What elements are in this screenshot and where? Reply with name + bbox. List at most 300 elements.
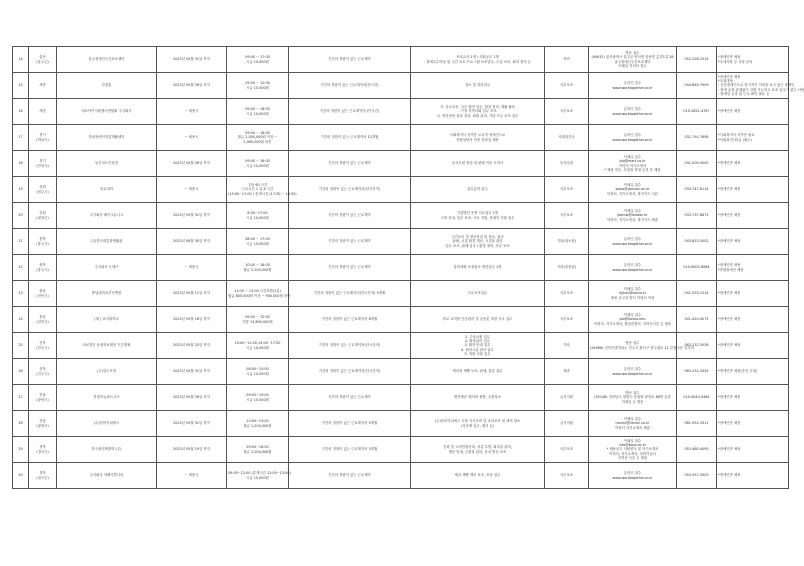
row-number-cell: 29 — [13, 437, 29, 463]
contract-type-cell: 기간의 정함이 있는 근로계약서(단시간직) — [289, 177, 411, 203]
region-line: (천안시) — [36, 293, 49, 298]
job-duty-cell — [411, 359, 545, 385]
region-line: (칠곡군) — [36, 475, 49, 480]
region-line: 충북 — [39, 237, 46, 242]
period-line: 2023년 06월 30일 까지 — [173, 239, 210, 244]
work-hours-line: 시급 10,000원 — [246, 111, 269, 116]
region-line: (경산시) — [36, 449, 49, 454]
period-cell — [157, 151, 227, 177]
job-category-cell: 사회복지사 — [545, 125, 589, 151]
work-hours-line: 2,060,000원 미만 — [243, 139, 272, 144]
apply-method-cell — [589, 359, 677, 385]
note-cell — [717, 73, 804, 99]
org-name-cell: 한국폴리텍대학 (주) — [57, 437, 157, 463]
work-hours-line: 월급 1,200,000원 — [243, 423, 272, 428]
org-name-cell: 울주장애인주간보호센터 — [57, 47, 157, 73]
note-line: - 장애인 등록 및 근로 확인 필요 등 — [718, 91, 770, 96]
note-line: *모집대상 — [718, 79, 733, 84]
job-duty-line: 동사무원 영업 내 판매 이동 고객사 — [451, 161, 504, 166]
job-duty-cell — [411, 125, 545, 151]
apply-method-line: 이력서, 자기소개서, 경력기술서 — [609, 451, 656, 456]
contract-type-cell: 기간의 정함이 있는 근로계약서 (단시간) — [289, 99, 411, 125]
job-duty-line: 판매, 시설 환경 개선, 시설물 관리 — [452, 239, 503, 244]
table-row — [13, 463, 789, 489]
region-cell — [29, 437, 57, 463]
apply-method-line: (55148) 전라남도 광양시 동광양 광양로 88번 본관 — [594, 395, 671, 400]
note-line: *장애인만 채용 — [718, 395, 741, 400]
contact-phone-cell: 031-791-7606 — [677, 125, 717, 151]
row-number-cell: 22 — [13, 255, 29, 281]
note-line: *장애인만 채용 — [718, 213, 741, 218]
period-cell — [157, 307, 227, 333]
org-name-cell: 동부마트안성점 — [57, 151, 157, 177]
job-category-cell: 사무보조 — [545, 177, 589, 203]
work-hours-line: 시급 10,000원 — [246, 241, 269, 246]
period-line: 2023년 05월 31일 까지 — [173, 57, 210, 62]
job-duty-line: 나. 방문상담 결과 정리, 회원 관리, 기타 사무 보조 업무 — [436, 113, 519, 118]
job-duty-line: 5. 직원 지원 업무 — [464, 351, 491, 356]
period-cell — [157, 73, 227, 99]
contract-type-cell: 기간의 정함이 있는 근로계약 — [289, 385, 411, 411]
job-duty-cell — [411, 411, 545, 437]
row-number-cell: 27 — [13, 385, 29, 411]
work-hours-line: 08:00~15:00 — [246, 367, 269, 372]
row-number-cell: 30 — [13, 463, 29, 489]
table-row — [13, 255, 789, 281]
note-line: *장애인만 채용(중증 우대) — [718, 369, 758, 374]
contact-phone-cell: 033-737-8873 — [677, 203, 717, 229]
apply-method-cell — [589, 203, 677, 229]
job-duty-line: 업무 보조, 판매 업무 / 환경 정비, 사무 보조 — [445, 243, 510, 248]
org-name-cell: (주)밀도브릴 — [57, 359, 157, 385]
job-duty-line: 종합상담사 직종 상담업 채용 — [456, 137, 499, 142]
note-cell — [717, 307, 789, 333]
apply-method-line: jobmw@leadon.kr — [617, 213, 648, 218]
org-name-cell: 파로대학 — [57, 177, 157, 203]
job-category-cell: 사무보조 — [545, 307, 589, 333]
row-number-cell: 19 — [13, 177, 29, 203]
note-cell — [717, 229, 789, 255]
job-duty-line: (식자재 입고, 배식 등) — [460, 423, 495, 428]
work-hours-cell — [227, 307, 289, 333]
apply-method-cell — [589, 411, 677, 437]
row-number-cell: 25 — [13, 333, 29, 359]
work-hours-cell — [227, 411, 289, 437]
table-row — [13, 359, 789, 385]
contact-phone-cell: 041-420-4075 — [677, 307, 717, 333]
apply-method-line: hjjhos@korea.kr — [618, 291, 647, 296]
period-cell — [157, 359, 227, 385]
region-line: 울산 — [39, 55, 46, 60]
apply-method-line: (54966) 전북특별자치도 전주시 완산구 한두평로 11 본원 2층 인사과 — [590, 345, 694, 350]
apply-method-cell — [589, 307, 677, 333]
apply-method-line: hanmi@hanmi.co.kr — [615, 421, 650, 426]
contract-type-cell: 기간의 정함이 있는 근로계약서(단시간) — [289, 73, 411, 99]
apply-method-line: 온라인 접수 — [623, 367, 642, 372]
job-category-cell: 사무보조 — [545, 73, 589, 99]
work-hours-line: 09:00 ~ 12:00 — [245, 315, 270, 320]
note-line: *장애인만 채용 — [718, 74, 741, 79]
apply-method-cell — [589, 281, 677, 307]
work-hours-cell — [227, 359, 289, 385]
table-row — [13, 281, 789, 307]
job-duty-line: 사회복지사 자격증 보유자 장애인으로 — [449, 133, 506, 138]
period-line: 2023년 05월 19일 까지 — [173, 447, 210, 452]
note-cell — [717, 177, 789, 203]
note-line: *우대사항 등 기타 문의 — [718, 59, 753, 64]
contract-type-cell: 기간의 정함이 있는 근로계약 — [289, 203, 411, 229]
period-cell — [157, 47, 227, 73]
row-number-cell: 16 — [13, 99, 29, 125]
table-row — [13, 47, 789, 73]
region-cell — [29, 255, 57, 281]
contact-phone-cell: 010-9002-8084 — [677, 255, 717, 281]
work-hours-line: 09:00 ~ 18:00 — [245, 159, 270, 164]
period-line: ~ 채용시 — [184, 265, 199, 270]
note-line: *장애인만 채용 — [718, 55, 741, 60]
region-cell — [29, 385, 57, 411]
contract-type-cell: 기간의 정함이 있는 근로계약서(단시간직) — [289, 333, 411, 359]
period-line: ~ 채용시 — [184, 109, 199, 114]
job-duty-cell — [411, 99, 545, 125]
apply-method-line: 이력서 자기소개서 제출 — [615, 425, 650, 430]
region-line: 전남 — [39, 419, 46, 424]
work-hours-line: 08:00 ~ 17:00 — [245, 237, 270, 242]
org-name-cell: (주)한신대통합생활관 — [57, 229, 157, 255]
note-cell — [717, 437, 789, 463]
job-duty-line: 가. 사무보조, 사무 행정 업무, 월말 정리, 재활 활동 — [439, 105, 516, 110]
apply-method-line: job@mart.co.kr — [619, 159, 646, 164]
row-number-cell: 17 — [13, 125, 29, 151]
region-cell — [29, 307, 57, 333]
contact-phone-cell: 053-460-4090 — [677, 437, 717, 463]
period-line: 2023년 05월 26일 까지 — [173, 161, 210, 166]
work-hours-line: 09:00 ~ 18:00 — [245, 107, 270, 112]
job-category-cell: 급식지원 — [545, 411, 589, 437]
region-line: (평창군) — [36, 215, 49, 220]
note-cell — [717, 255, 789, 281]
work-hours-line: 시급 10,000원 — [246, 163, 269, 168]
job-duty-line: 보조교사 1명 / 사회공무 1명 — [456, 55, 499, 60]
apply-method-line: 이메일 접수 — [623, 438, 642, 443]
apply-method-line: 방문 접수 — [625, 341, 640, 346]
region-line: (광양시) — [36, 397, 49, 402]
region-line: (충주시) — [36, 241, 49, 246]
note-cell — [717, 463, 789, 489]
contact-phone-cell: 063-232-5036 — [677, 333, 717, 359]
note-line: *장애인만 채용 — [718, 473, 741, 478]
work-hours-cell — [227, 281, 289, 307]
region-cell — [29, 463, 57, 489]
apply-method-line: 온라인 접수 — [623, 107, 642, 112]
contact-phone-cell: 010-2851-4767 — [677, 99, 717, 125]
job-category-cell: 기타 — [545, 333, 589, 359]
apply-method-line: 이력서, 자기소개서, 졸업증명서, 자격증사본 등 제출 — [593, 321, 672, 326]
org-name-cell: 충남대학교부속병원 — [57, 281, 157, 307]
apply-method-cell — [589, 463, 677, 489]
org-name-cell: 대소아이지원센터연합회 주식회사 — [57, 99, 157, 125]
work-hours-line: 월급 2,200,000원 — [243, 267, 272, 272]
table-row — [13, 99, 789, 125]
job-duty-cell — [411, 255, 545, 281]
row-number-cell: 24 — [13, 307, 29, 333]
work-hours-cell — [227, 125, 289, 151]
period-line: 2023년 05월 31일 까지 — [173, 369, 210, 374]
apply-method-line: * 채용공고 지원양식 및 자기소개서 — [606, 447, 659, 452]
job-category-cell: 사무보조 — [545, 203, 589, 229]
org-name-cell: 한결홈 — [57, 73, 157, 99]
table-row — [13, 333, 789, 359]
job-category-cell: 학력 — [545, 47, 589, 73]
work-hours-line: 11:00 ~ 13:00 시간표별(1일) — [234, 289, 281, 294]
row-number-cell: 21 — [13, 229, 29, 255]
apply-method-line: 이메일 이력서 접수 — [618, 63, 647, 68]
org-name-cell: 주식회사 착해기쁜나라 — [57, 463, 157, 489]
job-duty-line: 제과점 제빵 보조, 판매, 물류 업무 — [452, 369, 503, 374]
work-hours-cell — [227, 385, 289, 411]
job-duty-cell — [411, 437, 545, 463]
job-category-cell: 기타(출장업) — [545, 255, 589, 281]
region-line: 강원 — [39, 185, 46, 190]
note-line: *장애인만 채용 — [718, 239, 741, 244]
apply-method-cell — [589, 229, 677, 255]
period-line: 2023년 05월 16일 까지 — [173, 317, 210, 322]
work-hours-line: 10:00~14:00 — [246, 419, 269, 424]
apply-method-line: 자격증 사본 등 제출 — [617, 455, 648, 460]
job-duty-line: - 장애특수아동 및 주간 보호 프로그램 보조업무, 수업 보조, 회의 참석 등 — [424, 59, 531, 64]
job-category-cell: 사무보조 — [545, 437, 589, 463]
apply-method-line: 채용 공고상 양식 이력서 작성 — [610, 295, 655, 300]
region-cell — [29, 333, 57, 359]
period-line: ~ 채용시 — [184, 135, 199, 140]
org-name-cell: (재 ) 호서대학교 — [57, 307, 157, 333]
period-cell — [157, 463, 227, 489]
job-duty-line: 주간보호 및 생산작업 및 청소, 관리 — [451, 235, 504, 240]
work-hours-line: 09:00 ~ 12:00 — [245, 81, 270, 86]
job-table — [12, 46, 804, 489]
period-cell — [157, 437, 227, 463]
row-number-cell: 20 — [13, 203, 29, 229]
apply-method-line: 이력서 자기소개서 — [618, 163, 647, 168]
note-line: *사회복지사 자격증 필요 — [718, 133, 755, 138]
period-line: 2023년 05월 11일 까지 — [173, 291, 210, 296]
apply-method-line: 이력서, 자기소개서, 복지카드 사본 — [606, 191, 659, 196]
apply-method-line: sjkoo@gachon.ac.kr — [615, 187, 650, 192]
job-duty-line: 방문방문 배서비 품방, 주방청소 — [454, 395, 501, 400]
note-line: - 장애 유형 관계없이 지원 가능하고 보조 업무가 없는 사람 — [718, 87, 804, 92]
job-duty-line: 4. 편의시설 관리 업무 — [461, 347, 494, 352]
region-line: 충남 — [39, 315, 46, 320]
org-name-cell: 주식회사 레이크유니크 — [57, 203, 157, 229]
note-cell — [717, 385, 789, 411]
work-hours-cell — [227, 203, 289, 229]
region-cell — [29, 359, 57, 385]
period-cell — [157, 99, 227, 125]
region-line: 세종 — [39, 109, 46, 114]
job-category-cell: 제과 — [545, 359, 589, 385]
region-line: 경기 — [39, 159, 46, 164]
region-line: (광양시) — [36, 423, 49, 428]
work-hours-line: 월급 800,000원 이상 ~ 900,000원 미만 — [228, 293, 291, 298]
apply-method-line: www.worktogether.or.kr — [612, 137, 653, 142]
job-posting-sheet — [12, 46, 804, 489]
period-cell — [157, 229, 227, 255]
job-category-cell: 급식지원 — [545, 385, 589, 411]
region-line: 충남 — [39, 289, 46, 294]
note-cell — [717, 151, 789, 177]
table-row — [13, 177, 789, 203]
apply-method-cell — [589, 99, 677, 125]
region-line: (충주시) — [36, 267, 49, 272]
note-line: *사회복지사2급 (필수) — [718, 137, 752, 142]
apply-method-cell — [589, 385, 677, 411]
contract-type-cell: 기간의 정함이 있는 근로계약서 8개월 — [289, 307, 411, 333]
work-hours-cell — [227, 437, 289, 463]
region-cell — [29, 99, 57, 125]
job-duty-line: 2. 환자관리 업무 — [464, 339, 491, 344]
row-number-cell: 26 — [13, 359, 29, 385]
note-line: *종합장애인 채용 — [718, 267, 744, 272]
org-name-cell: 한빛하늘파트너즈 — [57, 385, 157, 411]
apply-method-line: 이메일 접수 — [623, 209, 642, 214]
period-line: 2023년 05월 26일 까지 — [173, 83, 210, 88]
note-line: *장애인만 채용 — [718, 343, 741, 348]
work-hours-line: 시급 10,000원 — [246, 345, 269, 350]
period-cell — [157, 281, 227, 307]
work-hours-line: 주당 60 시간 — [247, 183, 268, 188]
region-cell — [29, 151, 57, 177]
apply-method-line: 이메일 등 방문 — [621, 399, 644, 404]
work-hours-line: 09:00~15:00 — [246, 393, 269, 398]
contract-type-cell: 기간의 정함이 있는 근로계약서 12개월 — [289, 125, 411, 151]
contract-type-cell: 기간의 정함이 있는 근로계약 — [289, 463, 411, 489]
apply-method-cell — [589, 151, 677, 177]
work-hours-cell — [227, 47, 289, 73]
contact-phone-cell: 041-533-1514 — [677, 281, 717, 307]
period-cell — [157, 177, 227, 203]
job-duty-line: (주)한미이피에스 식당 식사준비 및 조리보조 및 세척 청소 — [434, 419, 521, 424]
region-line: 충북 — [39, 263, 46, 268]
region-line: (전주시) — [36, 345, 49, 350]
note-line: *장애인만 채용 — [718, 317, 741, 322]
contract-type-cell: 기간의 정함이 있는 근로계약서(단시간직) 3개월 — [289, 281, 411, 307]
job-category-cell: 사무보조 — [545, 463, 589, 489]
contact-phone-cell: 063-232-3335 — [677, 359, 717, 385]
region-cell — [29, 229, 57, 255]
work-hours-line: 연봉 13,800,000원 — [242, 319, 273, 324]
contract-type-cell: 기간의 정함이 있는 근로계약서(단시간직) — [289, 359, 411, 385]
region-line: 경북 — [39, 445, 46, 450]
region-cell — [29, 177, 57, 203]
work-hours-line: 근로시간 1 일 8 시간 — [241, 187, 274, 192]
job-duty-line: 사무보조업무 — [467, 291, 488, 296]
region-line: (하남시) — [36, 137, 49, 142]
work-hours-line: 09:00~12:00 (휴게시간 12:00~13:00) — [228, 471, 291, 476]
job-duty-cell — [411, 281, 545, 307]
work-hours-cell — [227, 229, 289, 255]
work-hours-cell — [227, 463, 289, 489]
note-cell — [717, 281, 789, 307]
apply-method-cell — [589, 73, 677, 99]
job-category-cell: 기타(청소원) — [545, 229, 589, 255]
period-cell — [157, 411, 227, 437]
region-line: (안성시) — [36, 163, 49, 168]
period-line: 2023년 05월 26일 까지 — [173, 395, 210, 400]
period-cell — [157, 125, 227, 151]
note-line: *장애인만 채용 — [718, 263, 741, 268]
region-cell — [29, 125, 57, 151]
region-cell — [29, 203, 57, 229]
work-hours-line: 월급 2,000,000원 이상 ~ — [237, 135, 278, 140]
job-category-cell: 사무보조 — [545, 281, 589, 307]
job-duty-line: 1. 주차요원 업무 — [464, 334, 491, 339]
contract-type-cell: 기간의 정함이 있는 근로계약 — [289, 229, 411, 255]
note-cell — [717, 125, 789, 151]
apply-method-line: www.worktogether.or.kr — [612, 241, 653, 246]
job-duty-line: 기업발단 운영 사무업무 1명 — [456, 211, 499, 216]
work-hours-cell — [227, 255, 289, 281]
contact-phone-cell: 053-957-5003 — [677, 463, 717, 489]
period-line: 2023년 05월 25일 까지 — [173, 343, 210, 348]
apply-method-line: (44931) 울산광역시 울주군 양산면 삼남면 분경1길 28 — [591, 55, 674, 60]
region-cell — [29, 281, 57, 307]
work-hours-line: 09:00 ~ 18:00 — [245, 131, 270, 136]
job-duty-cell — [411, 333, 545, 359]
contact-phone-cell: 031-000-0000 — [677, 151, 717, 177]
job-duty-cell — [411, 177, 545, 203]
apply-method-line: 울주장애인주간보호센터 — [614, 59, 651, 64]
apply-method-line: www.worktogether.or.kr — [612, 475, 653, 480]
work-hours-line: 시급 10,000원 — [246, 59, 269, 64]
apply-method-line: www.worktogether.or.kr — [612, 111, 653, 116]
contact-phone-cell: 043-853-0002 — [677, 229, 717, 255]
contract-type-cell: 기간의 정함이 있는 근로계약 — [289, 151, 411, 177]
region-line: (전주시) — [36, 371, 49, 376]
job-duty-line: 3. 환자 안내 업무 — [464, 343, 491, 348]
period-cell — [157, 385, 227, 411]
contact-phone-cell: 052-226-1515 — [677, 47, 717, 73]
work-hours-line: 10:00 ~ 18:00 — [245, 263, 270, 268]
apply-method-cell — [589, 333, 694, 359]
row-number-cell: 28 — [13, 411, 29, 437]
contract-type-cell: 기간의 정함이 있는 근로계약서 5개월 — [289, 411, 411, 437]
table-row — [13, 203, 789, 229]
apply-method-line: 방문 접수 — [625, 50, 640, 55]
period-cell — [157, 203, 227, 229]
apply-method-line: job@hoseo.edu — [619, 317, 646, 322]
org-name-cell: 의료법인 동원의료재단 전주병원 — [57, 333, 157, 359]
row-number-cell: 18 — [13, 151, 29, 177]
note-cell — [717, 359, 789, 385]
region-line: 전남 — [39, 393, 46, 398]
job-duty-line: - 가정 지역사회 업무 보조 — [458, 109, 497, 114]
apply-method-cell — [589, 125, 677, 151]
work-hours-line: 월급 2,000,000원 — [243, 449, 272, 454]
region-cell — [29, 47, 57, 73]
org-name-cell: (주)한미이피에스 — [57, 411, 157, 437]
apply-method-line: 온라인 접수 — [623, 237, 642, 242]
apply-method-line: 온라인 접수 — [623, 471, 642, 476]
apply-method-cell — [589, 437, 677, 463]
note-cell — [717, 47, 789, 73]
table-row — [13, 411, 789, 437]
job-duty-cell — [411, 385, 545, 411]
work-hours-cell — [227, 177, 297, 203]
contact-phone-cell: 061-952-3311 — [677, 411, 717, 437]
period-line: ~ 채용시 — [184, 473, 199, 478]
contract-type-cell: 기간의 정함이 있는 근로계약 — [289, 47, 411, 73]
job-duty-cell — [411, 73, 545, 99]
